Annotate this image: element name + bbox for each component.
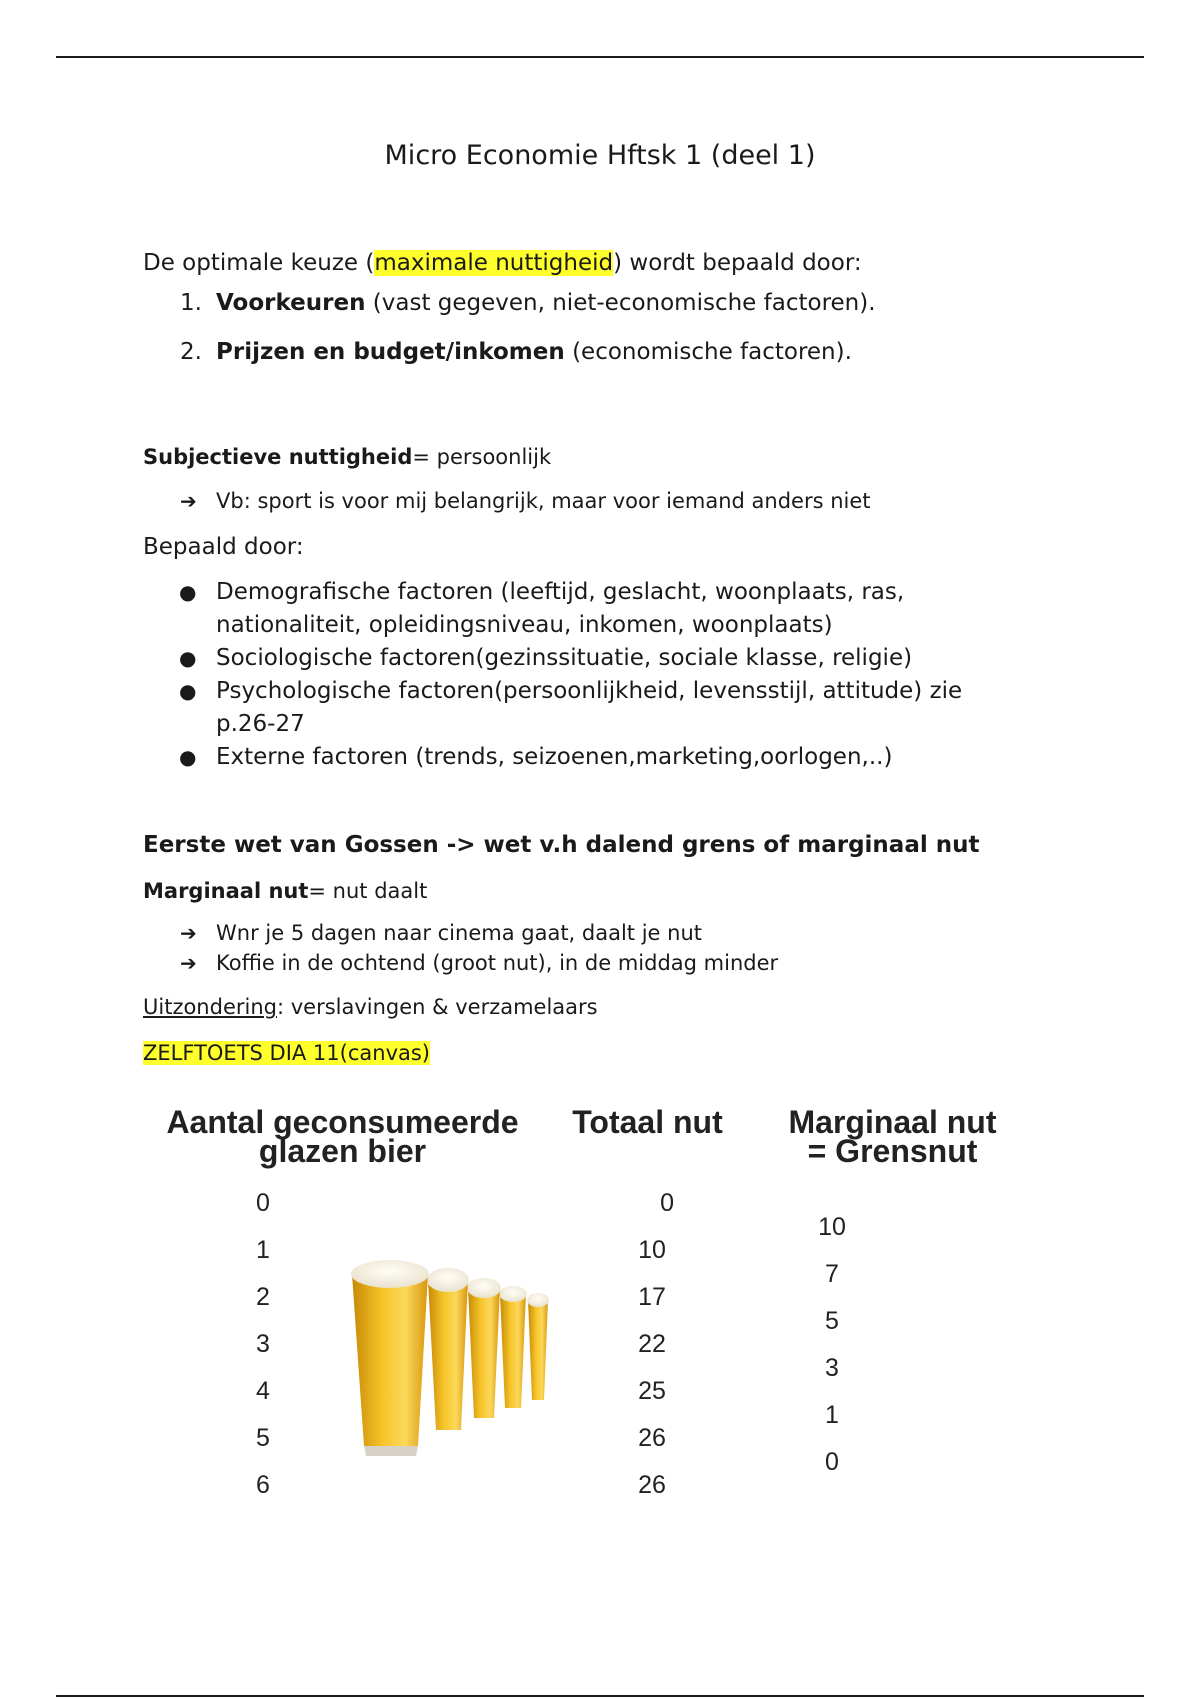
list-item <box>143 948 1143 978</box>
list-item <box>143 288 1083 318</box>
factor-text: Psychologische factoren(persoonlijkheid, levensstijl, attitude) zie <box>216 678 963 704</box>
marginal-def-text: = nut daalt <box>308 879 428 903</box>
subjective-example-list <box>143 486 1083 516</box>
example-text: Wnr je 5 dagen naar cinema gaat, daalt je nut <box>216 921 702 945</box>
factor-text: Sociologische factoren(gezinssituatie, sociale klasse, religie) <box>216 645 913 671</box>
table-cell: 10 <box>818 1213 846 1241</box>
header-line: Marginaal nut <box>788 1104 997 1140</box>
table-cell: 1 <box>256 1236 270 1264</box>
factor-text-cont: nationaliteit, opleidingsniveau, inkomen, woonplaats) <box>216 612 833 638</box>
table-header-glasses <box>150 1104 535 1169</box>
list-number: 1. <box>180 290 202 316</box>
example-text: Koffie in de ochtend (groot nut), in de middag minder <box>216 951 779 975</box>
gossen-heading: Eerste wet van Gossen -> wet v.h dalend grens of marginaal nut <box>143 832 980 858</box>
marginal-definition <box>143 876 1143 906</box>
beer-glass-4 <box>499 1286 527 1408</box>
subjective-section <box>143 442 1083 774</box>
arrow-right-icon: ➔ <box>180 489 197 513</box>
list-item <box>143 675 1083 741</box>
table-cell: 4 <box>256 1377 270 1405</box>
list-text: (economische factoren). <box>564 339 852 365</box>
header-line: Totaal nut <box>572 1104 723 1140</box>
table-cell: 6 <box>256 1471 270 1499</box>
list-item <box>143 576 1083 642</box>
exception-line <box>143 992 1143 1022</box>
table-cell: 26 <box>638 1471 666 1499</box>
intro-section <box>143 248 1083 386</box>
arrow-right-icon: ➔ <box>180 951 197 975</box>
gossen-section <box>143 830 1143 1068</box>
subjective-definition <box>143 442 1083 472</box>
beer-glass-2 <box>427 1268 469 1430</box>
list-text: (vast gegeven, niet-economische factoren). <box>365 290 876 316</box>
self-test-line <box>143 1038 1143 1068</box>
table-cell: 0 <box>256 1189 270 1217</box>
total-column <box>622 1180 682 1509</box>
table-cell: 1 <box>825 1401 839 1429</box>
glasses-column <box>233 1180 293 1509</box>
bullet-icon: ● <box>179 646 197 670</box>
table-header-marginal <box>770 1104 1015 1169</box>
arrow-right-icon: ➔ <box>180 921 197 945</box>
determinants-list <box>143 288 1083 367</box>
list-item <box>143 741 1083 774</box>
list-item <box>143 337 1083 367</box>
bullet-icon: ● <box>179 580 197 604</box>
bullet-icon: ● <box>179 745 197 769</box>
intro-prefix: De optimale keuze ( <box>143 250 375 276</box>
intro-highlight: maximale nuttigheid <box>374 250 614 276</box>
table-cell: 3 <box>825 1354 839 1382</box>
list-item <box>143 918 1143 948</box>
table-cell: 22 <box>638 1330 666 1358</box>
beer-glasses-image <box>350 1260 580 1460</box>
header-line: Aantal geconsumeerde <box>166 1104 519 1140</box>
list-number: 2. <box>180 339 202 365</box>
list-item <box>143 642 1083 675</box>
table-cell: 0 <box>660 1189 674 1217</box>
intro-line <box>143 248 1083 278</box>
subjective-def-text: = persoonlijk <box>412 445 552 469</box>
table-cell: 26 <box>638 1424 666 1452</box>
intro-suffix: ) wordt bepaald door: <box>613 250 862 276</box>
list-bold: Voorkeuren <box>216 290 366 316</box>
factor-text: Externe factoren (trends, seizoenen,marketing,oorlogen,..) <box>216 744 893 770</box>
self-test-highlight: ZELFTOETS DIA 11(canvas) <box>143 1041 430 1065</box>
beer-glass-1 <box>351 1260 429 1456</box>
table-cell: 10 <box>638 1236 666 1264</box>
table-cell: 5 <box>825 1307 839 1335</box>
table-cell: 7 <box>825 1260 839 1288</box>
table-header-total <box>560 1104 735 1140</box>
list-bold: Prijzen en budget/inkomen <box>216 339 565 365</box>
header-line: = Grensnut <box>807 1133 978 1169</box>
marginal-column <box>802 1204 862 1486</box>
table-cell: 25 <box>638 1377 666 1405</box>
list-item <box>143 486 1083 516</box>
subjective-term: Subjectieve nuttigheid <box>143 445 413 469</box>
bottom-rule <box>56 1695 1144 1697</box>
beer-glass-5 <box>527 1293 549 1400</box>
bullet-icon: ● <box>179 679 197 703</box>
header-line: glazen bier <box>258 1133 427 1169</box>
factor-text: Demografische factoren (leeftijd, geslacht, woonplaats, ras, <box>216 579 905 605</box>
exception-text: : verslavingen & verzamelaars <box>276 995 598 1019</box>
table-cell: 3 <box>256 1330 270 1358</box>
page-title: Micro Economie Hftsk 1 (deel 1) <box>384 140 816 171</box>
factors-list <box>143 576 1083 774</box>
table-cell: 17 <box>638 1283 666 1311</box>
example-text: Vb: sport is voor mij belangrijk, maar voor iemand anders niet <box>216 489 871 513</box>
determined-by: Bepaald door: <box>143 534 304 560</box>
beer-glass-3 <box>467 1278 501 1418</box>
table-cell: 2 <box>256 1283 270 1311</box>
factor-text-cont: p.26-27 <box>216 711 305 737</box>
exception-label: Uitzondering <box>143 995 277 1019</box>
top-rule <box>56 56 1144 58</box>
table-cell: 5 <box>256 1424 270 1452</box>
marginal-term: Marginaal nut <box>143 879 309 903</box>
marginal-example-list <box>143 918 1143 978</box>
table-cell: 0 <box>825 1448 839 1476</box>
